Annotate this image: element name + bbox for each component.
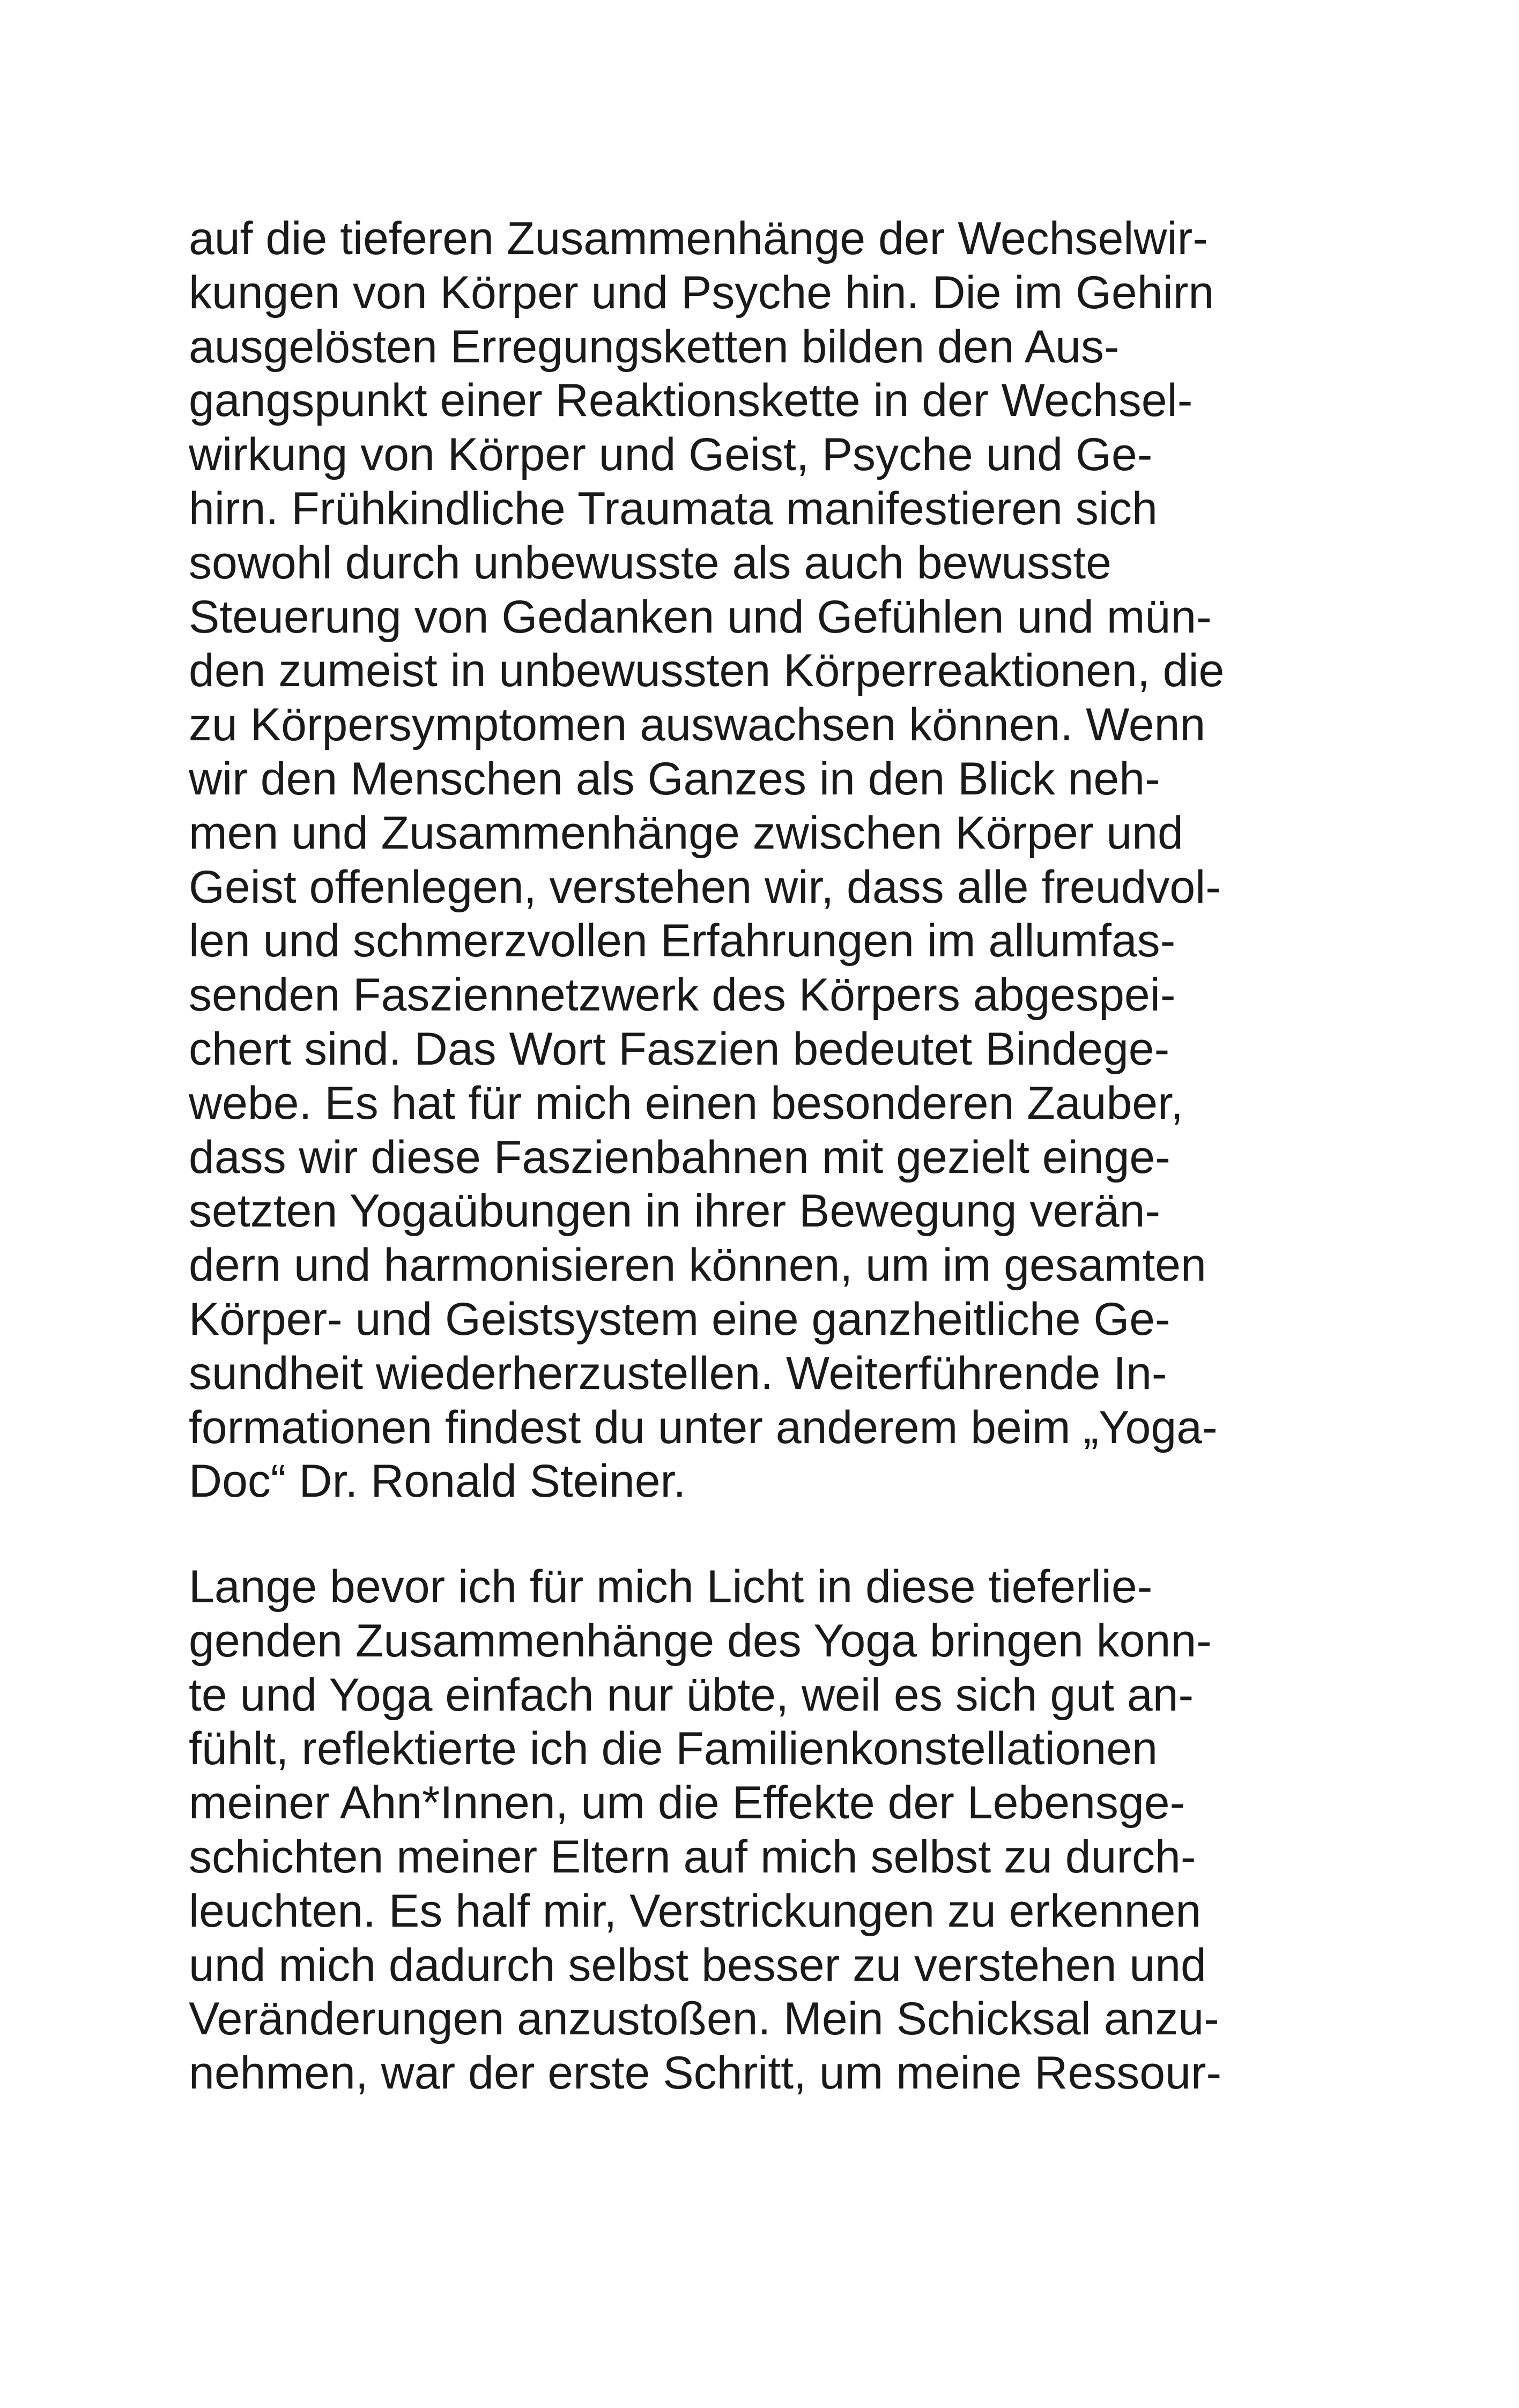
text-line: webe. Es hat für mich einen besonderen Zauber, [189, 1077, 1183, 1129]
text-line: auf die tieferen Zusammenhänge der Wechselwir- [189, 213, 1208, 264]
text-line: senden Fasziennetzwerk des Körpers abgespei- [189, 969, 1176, 1021]
text-line: genden Zusammenhänge des Yoga bringen konn- [189, 1615, 1212, 1667]
text-line: men und Zusammenhänge zwischen Körper und [189, 807, 1183, 859]
text-line: den zumeist in unbewussten Körperreaktionen, die [189, 645, 1225, 697]
text-line: sundheit wiederherzustellen. Weiterführende In- [189, 1347, 1167, 1399]
text-line: und mich dadurch selbst besser zu verstehen und [189, 1939, 1206, 1991]
text-line: Lange bevor ich für mich Licht in diese tieferlie- [189, 1561, 1153, 1612]
text-line: Geist offenlegen, verstehen wir, dass alle freudvol- [189, 861, 1221, 913]
text-line: nehmen, war der erste Schritt, um meine Ressour- [189, 2047, 1222, 2099]
text-line: Körper- und Geistsystem eine ganzheitliche Ge- [189, 1293, 1170, 1345]
text-line: dass wir diese Faszienbahnen mit gezielt einge- [189, 1131, 1170, 1183]
paragraph-1 [189, 212, 1320, 1508]
text-line: dern und harmonisieren können, um im gesamten [189, 1239, 1206, 1291]
text-line: chert sind. Das Wort Faszien bedeutet Bindege- [189, 1023, 1170, 1075]
text-line: sowohl durch unbewusste als auch bewusste [189, 537, 1112, 589]
text-line: len und schmerzvollen Erfahrungen im allumfas- [189, 915, 1176, 967]
text-line: Veränderungen anzustoßen. Mein Schicksal anzu- [189, 1993, 1219, 2045]
paragraph-2 [189, 1560, 1320, 2100]
text-line: ausgelösten Erregungsketten bilden den Aus- [189, 321, 1120, 373]
text-line: wir den Menschen als Ganzes in den Blick neh- [189, 753, 1160, 805]
text-line: hirn. Frühkindliche Traumata manifestieren sich [189, 482, 1158, 534]
text-line: zu Körpersymptomen auswachsen können. Wenn [189, 699, 1206, 751]
text-line: meiner Ahn*Innen, um die Effekte der Lebensge- [189, 1777, 1185, 1829]
text-line: gangspunkt einer Reaktionskette in der Wechsel- [189, 375, 1193, 427]
text-line: kungen von Körper und Psyche hin. Die im Gehirn [189, 266, 1214, 318]
text-line: Steuerung von Gedanken und Gefühlen und mün- [189, 591, 1212, 643]
text-line: leuchten. Es half mir, Verstrickungen zu erkennen [189, 1885, 1202, 1937]
text-line: setzten Yogaübungen in ihrer Bewegung verän- [189, 1185, 1161, 1237]
text-line: fühlt, reflektierte ich die Familienkonstellationen [189, 1723, 1158, 1775]
text-line: schichten meiner Eltern auf mich selbst zu durch- [189, 1831, 1196, 1883]
text-line: te und Yoga einfach nur übte, weil es sich gut an- [189, 1669, 1194, 1721]
text-line: wirkung von Körper und Geist, Psyche und Ge- [189, 429, 1153, 481]
text-line: Doc“ Dr. Ronald Steiner. [189, 1455, 686, 1507]
text-line: formationen findest du unter anderem beim „Yoga- [189, 1401, 1218, 1453]
